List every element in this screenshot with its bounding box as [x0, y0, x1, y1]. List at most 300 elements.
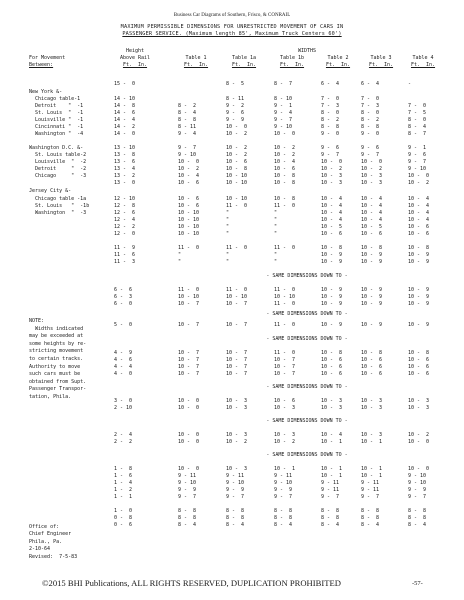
- table1-cell: 9 - 9: [178, 487, 197, 493]
- table1b-cell: 11 - 0: [274, 203, 296, 209]
- table4-cell: 10 - 0: [408, 466, 430, 472]
- height-cell: 12 - 2: [114, 224, 136, 230]
- table-row: [0, 439, 464, 446]
- table-row: [0, 231, 464, 238]
- table1b-cell: 9 - 10: [274, 480, 293, 486]
- col-table2-label: Table 2: [327, 55, 349, 61]
- col-table1a-label: Table 1a: [231, 55, 257, 61]
- height-cell: 14 - 4: [114, 117, 136, 123]
- table1-cell: 10 - 10: [178, 231, 200, 237]
- table1-cell: 8 - 4: [178, 110, 197, 116]
- height-cell: 15 - 0: [114, 81, 136, 87]
- height-cell: 3 - 0: [114, 398, 133, 404]
- table4-cell: 9 - 7: [408, 159, 427, 165]
- table-row: [0, 432, 464, 439]
- table4-cell: 10 - 4: [408, 210, 430, 216]
- table1a-cell: 10 - 7: [226, 350, 248, 356]
- table1a-cell: 8 - 4: [226, 522, 245, 528]
- table1a-cell: 9 - 7: [226, 494, 245, 500]
- table1a-cell: 9 - 6: [226, 110, 245, 116]
- height-cell: 1 - 0: [114, 508, 133, 514]
- table4-cell: 10 - 9: [408, 294, 430, 300]
- row-label: Washington D.C. &-: [29, 145, 84, 151]
- table4-cell: 7 - 0: [408, 103, 427, 109]
- same-dimensions-note: - SAME DIMENSIONS DOWN TO -: [266, 384, 348, 390]
- table1-cell: 10 - 6: [178, 180, 200, 186]
- table2-cell: 9 - 0: [321, 131, 340, 137]
- col-height-label: Height: [125, 48, 145, 54]
- table1b-cell: 9 - 11: [274, 473, 293, 479]
- table1-cell: 10 - 0: [178, 466, 200, 472]
- height-cell: 4 - 4: [114, 364, 133, 370]
- row-label: Cincinnati " -1: [29, 124, 84, 130]
- table3-cell: 8 - 8: [361, 124, 380, 130]
- table4-cell: 8 - 8: [408, 515, 427, 521]
- table3-cell: 8 - 2: [361, 117, 380, 123]
- table-row: [0, 145, 464, 152]
- table3-cell: 10 - 9: [361, 287, 383, 293]
- height-cell: 12 - 4: [114, 217, 136, 223]
- same-dimensions-note: - SAME DIMENSIONS DOWN TO -: [266, 418, 348, 424]
- row-label: St. Louis " -1b: [29, 203, 90, 209]
- table1b-cell: 8 - 8: [274, 515, 293, 521]
- table3-cell: 10 - 9: [361, 252, 383, 258]
- table-row: [0, 210, 464, 217]
- table3-cell: 9 - 7: [361, 152, 380, 158]
- table1-cell: 9 - 10: [178, 480, 197, 486]
- same-dimensions-row: [0, 418, 464, 425]
- table1b-cell: 11 - 0: [274, 350, 296, 356]
- table3-cell: 10 - 9: [361, 294, 383, 300]
- table1b-cell: 10 - 6: [274, 166, 296, 172]
- table1b-cell: ": [274, 210, 278, 216]
- table2-cell: 10 - 0: [321, 159, 343, 165]
- height-cell: 12 - 8: [114, 203, 136, 209]
- table1a-cell: 10 - 2: [226, 131, 248, 137]
- table1-cell: 10 - 7: [178, 322, 200, 328]
- table1b-cell: 10 - 2: [274, 439, 296, 445]
- table-row: [0, 196, 464, 203]
- table3-cell: 10 - 1: [361, 473, 383, 479]
- table1-cell: 10 - 7: [178, 371, 200, 377]
- table4-cell: 10 - 8: [408, 245, 430, 251]
- table4-cell: 8 - 0: [408, 117, 427, 123]
- table4-cell: 10 - 6: [408, 231, 430, 237]
- table2-cell: 9 - 7: [321, 152, 340, 158]
- table2-cell: 10 - 4: [321, 203, 343, 209]
- table-row: [0, 89, 464, 96]
- table3-cell: 10 - 5: [361, 224, 383, 230]
- table4-cell: 10 - 2: [408, 180, 430, 186]
- table2-cell: 10 - 6: [321, 364, 343, 370]
- table4-cell: 10 - 2: [408, 432, 430, 438]
- table4-cell: 10 - 6: [408, 357, 430, 363]
- table1-cell: 9 - 10: [178, 152, 197, 158]
- col-above-rail-label: Above Rail: [119, 55, 151, 61]
- table3-cell: 10 - 6: [361, 357, 383, 363]
- height-cell: 12 - 0: [114, 231, 136, 237]
- table2-cell: 7 - 3: [321, 103, 340, 109]
- table1a-cell: 8 - 8: [226, 515, 245, 521]
- height-cell: 6 - 0: [114, 301, 133, 307]
- table4-cell: 8 - 8: [408, 508, 427, 514]
- col-table1b-label: Table 1b: [279, 55, 305, 61]
- table1-cell: 11 - 0: [178, 245, 200, 251]
- table3-cell: 10 - 9: [361, 301, 383, 307]
- table4-cell: 9 - 10: [408, 473, 427, 479]
- table-row: [0, 515, 464, 522]
- height-cell: 12 - 10: [114, 196, 136, 202]
- table4-cell: 8 - 4: [408, 124, 427, 130]
- table3-cell: 10 - 3: [361, 398, 383, 404]
- table4-cell: 10 - 0: [408, 439, 430, 445]
- table1-cell: 10 - 0: [178, 439, 200, 445]
- table1b-cell: 10 - 2: [274, 145, 296, 151]
- row-label: Washington " -4: [29, 131, 84, 137]
- table1b-cell: ": [274, 224, 278, 230]
- table4-cell: -: [408, 81, 412, 87]
- table2-cell: 10 - 9: [321, 252, 343, 258]
- table-row: [0, 152, 464, 159]
- table1b-cell: 9 - 9: [274, 487, 293, 493]
- table2-cell: 9 - 11: [321, 487, 340, 493]
- table2-cell: 8 - 0: [321, 110, 340, 116]
- height-cell: 13 - 6: [114, 159, 136, 165]
- table1a-cell: 10 - 2: [226, 439, 248, 445]
- table2-cell: 10 - 1: [321, 473, 343, 479]
- table1a-cell: ": [226, 217, 230, 223]
- table2-cell: 10 - 4: [321, 217, 343, 223]
- height-cell: 4 - 6: [114, 357, 133, 363]
- row-label: Washington " -3: [29, 210, 87, 216]
- table-row: [0, 494, 464, 501]
- table1b-cell: 8 - 4: [274, 522, 293, 528]
- table1-cell: 8 - 4: [178, 522, 197, 528]
- table3-cell: 10 - 3: [361, 405, 383, 411]
- table-row: [0, 188, 464, 195]
- height-cell: 1 - 2: [114, 487, 133, 493]
- table1a-cell: 10 - 10: [226, 294, 248, 300]
- table4-cell: 10 - 8: [408, 350, 430, 356]
- table-row: [0, 103, 464, 110]
- table1a-cell: 10 - 10: [226, 196, 248, 202]
- height-cell: 2 - 4: [114, 432, 133, 438]
- table1a-cell: 9 - 2: [226, 103, 245, 109]
- table1-cell: 10 - 10: [178, 217, 200, 223]
- height-cell: 4 - 9: [114, 350, 133, 356]
- col-table4-label: Table 4: [412, 55, 434, 61]
- table1a-cell: 9 - 9: [226, 117, 245, 123]
- row-label: Chicago table -1a: [29, 196, 87, 202]
- table3-cell: 10 - 2: [361, 166, 383, 172]
- table1a-cell: ": [226, 259, 230, 265]
- table4-cell: 9 - 9: [408, 487, 427, 493]
- table2-cell: 10 - 9: [321, 259, 343, 265]
- table-row: [0, 294, 464, 301]
- table3-cell: 9 - 0: [361, 131, 380, 137]
- table4-cell: 10 - 6: [408, 371, 430, 377]
- table1b-cell: 11 - 0: [274, 322, 296, 328]
- height-cell: 0 - 8: [114, 515, 133, 521]
- table1a-cell: ": [226, 252, 230, 258]
- table1a-cell: ": [226, 210, 230, 216]
- row-label: St. Louis " -1: [29, 110, 84, 116]
- table1a-cell: 10 - 3: [226, 405, 248, 411]
- col-table2-unit: Ft. In.: [325, 62, 351, 68]
- table3-cell: 10 - 3: [361, 173, 383, 179]
- table1-cell: 10 - 7: [178, 364, 200, 370]
- table1b-cell: 10 - 8: [274, 180, 296, 186]
- table3-cell: 10 - 9: [361, 322, 383, 328]
- table4-cell: 10 - 3: [408, 405, 430, 411]
- table1a-cell: 10 - 3: [226, 466, 248, 472]
- row-label: Detroit " -2: [29, 166, 87, 172]
- row-label: Chicago table-1: [29, 96, 81, 102]
- col-table1b-unit: Ft. In.: [279, 62, 305, 68]
- table1b-cell: ": [274, 231, 278, 237]
- table3-cell: 10 - 1: [361, 439, 383, 445]
- table4-cell: 10 - 3: [408, 398, 430, 404]
- table1a-cell: 10 - 2: [226, 145, 248, 151]
- col-widths-label: WIDTHS: [297, 48, 317, 54]
- table4-cell: 10 - 9: [408, 322, 430, 328]
- table3-cell: 9 - 6: [361, 145, 380, 151]
- page-header: Business Car Diagrams of Southern, Frisco, & CONRAIL: [173, 13, 291, 18]
- same-dimensions-row: [0, 311, 464, 318]
- office-block: Office of: Chief Engineer Phila., Pa. 2-10-64 Revised: 7-5-83: [29, 524, 78, 560]
- height-cell: 13 - 8: [114, 152, 136, 158]
- table1-cell: 10 - 0: [178, 432, 200, 438]
- height-cell: 6 - 3: [114, 294, 133, 300]
- table1b-cell: ": [274, 217, 278, 223]
- table1-cell: 10 - 2: [178, 166, 200, 172]
- col-table3-unit: Ft. In.: [368, 62, 394, 68]
- table1-cell: 10 - 6: [178, 203, 200, 209]
- table1a-cell: 8 - 11: [226, 96, 245, 102]
- height-cell: 11 - 9: [114, 245, 136, 251]
- table1-cell: 10 - 0: [178, 405, 200, 411]
- table1-cell: 10 - 6: [178, 196, 200, 202]
- table-row: [0, 159, 464, 166]
- table-row: [0, 110, 464, 117]
- table1a-cell: 11 - 0: [226, 245, 248, 251]
- table4-cell: 10 - 6: [408, 364, 430, 370]
- table-row: [0, 245, 464, 252]
- table1b-cell: 10 - 3: [274, 405, 296, 411]
- table-row: [0, 124, 464, 131]
- table1-cell: 10 - 0: [178, 398, 200, 404]
- table1b-cell: 9 - 10: [274, 124, 293, 130]
- table1b-cell: 8 - 10: [274, 96, 293, 102]
- table4-cell: 10 - 9: [408, 301, 430, 307]
- table3-cell: 6 - 4: [361, 81, 380, 87]
- table1b-cell: 10 - 10: [274, 294, 296, 300]
- table4-cell: 10 - 4: [408, 203, 430, 209]
- table1-cell: 9 - 11: [178, 473, 197, 479]
- table1b-cell: 9 - 1: [274, 103, 293, 109]
- table4-cell: 9 - 10: [408, 480, 427, 486]
- row-label: Louisville " -2: [29, 159, 87, 165]
- table4-cell: 8 - 7: [408, 131, 427, 137]
- table4-cell: 9 - 10: [408, 166, 427, 172]
- table-row: [0, 203, 464, 210]
- table2-cell: 6 - 4: [321, 81, 340, 87]
- table1b-cell: 9 - 7: [274, 494, 293, 500]
- table1a-cell: 10 - 7: [226, 301, 248, 307]
- table4-cell: 9 - 1: [408, 145, 427, 151]
- table2-cell: 10 - 1: [321, 439, 343, 445]
- table1a-cell: 9 - 9: [226, 487, 245, 493]
- table1b-cell: ": [274, 252, 278, 258]
- height-cell: 14 - 10: [114, 96, 136, 102]
- table2-cell: 10 - 3: [321, 180, 343, 186]
- table1b-cell: 10 - 7: [274, 357, 296, 363]
- table1-cell: 8 - 8: [178, 117, 197, 123]
- table1a-cell: 10 - 7: [226, 357, 248, 363]
- table-row: [0, 508, 464, 515]
- title-line-2: PASSENGER SERVICE. (Maximum length 85', Maximum Truck Centers 60'): [122, 31, 342, 37]
- table2-cell: 10 - 9: [321, 294, 343, 300]
- table-row: [0, 487, 464, 494]
- row-label: Detroit " -1: [29, 103, 84, 109]
- table2-cell: 8 - 8: [321, 124, 340, 130]
- height-cell: 13 - 2: [114, 173, 136, 179]
- table1-cell: ": [178, 259, 182, 265]
- table1b-cell: 10 - 7: [274, 364, 296, 370]
- table3-cell: 8 - 8: [361, 515, 380, 521]
- table2-cell: 10 - 5: [321, 224, 343, 230]
- col-table4-unit: Ft. In.: [410, 62, 436, 68]
- table4-cell: 9 - 6: [408, 152, 427, 158]
- same-dimensions-note: - SAME DIMENSIONS DOWN TO -: [266, 452, 348, 458]
- table3-cell: 9 - 7: [361, 494, 380, 500]
- table4-cell: 10 - 9: [408, 287, 430, 293]
- table2-cell: 8 - 8: [321, 515, 340, 521]
- table2-cell: 10 - 3: [321, 398, 343, 404]
- table1a-cell: 8 - 5: [226, 81, 245, 87]
- table1b-cell: 11 - 0: [274, 245, 296, 251]
- col-movement-label: For Movement: [29, 55, 66, 61]
- table2-cell: 10 - 1: [321, 466, 343, 472]
- table2-cell: 8 - 8: [321, 508, 340, 514]
- table1a-cell: 11 - 0: [226, 287, 248, 293]
- col-table3-label: Table 3: [370, 55, 392, 61]
- table1-cell: 8 - 8: [178, 515, 197, 521]
- table2-cell: 10 - 9: [321, 301, 343, 307]
- table4-cell: 10 - 9: [408, 259, 430, 265]
- col-table1-unit: Ft. In.: [183, 62, 209, 68]
- table2-cell: 10 - 9: [321, 322, 343, 328]
- height-cell: 11 - 3: [114, 259, 136, 265]
- table4-cell: 10 - 4: [408, 196, 430, 202]
- table2-cell: 10 - 2: [321, 166, 343, 172]
- height-cell: 2 - 10: [114, 405, 133, 411]
- page-number: -57-: [412, 580, 423, 587]
- table-row: [0, 287, 464, 294]
- copyright-footer: ©2015 BHI Publications, ALL RIGHTS RESERVED, DUPLICATION PROHIBITED: [42, 578, 341, 588]
- height-cell: 1 - 1: [114, 494, 133, 500]
- table1b-cell: 8 - 7: [274, 81, 293, 87]
- table3-cell: 10 - 9: [361, 259, 383, 265]
- table3-cell: 10 - 0: [361, 159, 383, 165]
- table4-cell: 8 - 4: [408, 522, 427, 528]
- table1a-cell: 10 - 0: [226, 124, 248, 130]
- height-cell: 1 - 6: [114, 473, 133, 479]
- note-text: NOTE: Widths indicated may be exceeded at some heights by re- stricting movement to certain tracks. Authority to move such cars must be obtained from Supt. Passenger Transpor- tation, Phila.: [29, 318, 87, 400]
- table1a-cell: 10 - 10: [226, 180, 248, 186]
- table3-cell: 8 - 0: [361, 110, 380, 116]
- table4-cell: 10 - 9: [408, 252, 430, 258]
- same-dimensions-row: [0, 273, 464, 280]
- table3-cell: 7 - 0: [361, 96, 380, 102]
- table1b-cell: 10 - 3: [274, 432, 296, 438]
- table2-cell: 10 - 9: [321, 287, 343, 293]
- table3-cell: 9 - 11: [361, 480, 380, 486]
- col-between-label: Between:: [29, 62, 54, 68]
- table2-cell: 10 - 8: [321, 350, 343, 356]
- table3-cell: 10 - 8: [361, 350, 383, 356]
- table2-cell: 9 - 7: [321, 494, 340, 500]
- table1b-cell: 8 - 8: [274, 508, 293, 514]
- document-title: [0, 24, 464, 38]
- col-table1a-unit: Ft. In.: [231, 62, 257, 68]
- table1a-cell: 11 - 0: [226, 203, 248, 209]
- height-cell: 12 - 6: [114, 210, 136, 216]
- table1-cell: 8 - 11: [178, 124, 197, 130]
- table-row: [0, 217, 464, 224]
- table1a-cell: 10 - 7: [226, 371, 248, 377]
- table1a-cell: 9 - 11: [226, 473, 245, 479]
- table1a-cell: 8 - 8: [226, 508, 245, 514]
- table1-cell: 10 - 0: [178, 159, 200, 165]
- table3-cell: 7 - 3: [361, 103, 380, 109]
- row-label: Jersey City &-: [29, 188, 72, 194]
- height-cell: 11 - 6: [114, 252, 136, 258]
- height-cell: 13 - 0: [114, 180, 136, 186]
- table1a-cell: 10 - 2: [226, 152, 248, 158]
- table-row: [0, 96, 464, 103]
- table1a-cell: 9 - 10: [226, 480, 245, 486]
- table1-cell: 8 - 8: [178, 508, 197, 514]
- table1a-cell: 10 - 8: [226, 166, 248, 172]
- table1-cell: 11 - 0: [178, 287, 200, 293]
- table3-cell: 10 - 4: [361, 203, 383, 209]
- table-row: [0, 252, 464, 259]
- table3-cell: 10 - 4: [361, 196, 383, 202]
- height-cell: 2 - 2: [114, 439, 133, 445]
- table1-cell: 8 - 2: [178, 103, 197, 109]
- col-table1-label: Table 1: [185, 55, 207, 61]
- table1-cell: 10 - 7: [178, 301, 200, 307]
- table1a-cell: 10 - 7: [226, 322, 248, 328]
- table1-cell: 10 - 7: [178, 350, 200, 356]
- same-dimensions-row: [0, 452, 464, 459]
- table2-cell: 8 - 4: [321, 522, 340, 528]
- table1b-cell: 10 - 8: [274, 196, 296, 202]
- table-row: [0, 301, 464, 308]
- height-cell: 6 - 6: [114, 287, 133, 293]
- table1-cell: 10 - 4: [178, 173, 200, 179]
- table-row: [0, 166, 464, 173]
- col-height-unit: Ft. In.: [122, 62, 148, 68]
- table1b-cell: 10 - 7: [274, 371, 296, 377]
- table1-cell: ": [178, 252, 182, 258]
- table1a-cell: 10 - 6: [226, 159, 248, 165]
- table2-cell: 9 - 6: [321, 145, 340, 151]
- table-row: [0, 180, 464, 187]
- table3-cell: 8 - 4: [361, 522, 380, 528]
- same-dimensions-note: - SAME DIMENSIONS DOWN TO -: [266, 311, 348, 317]
